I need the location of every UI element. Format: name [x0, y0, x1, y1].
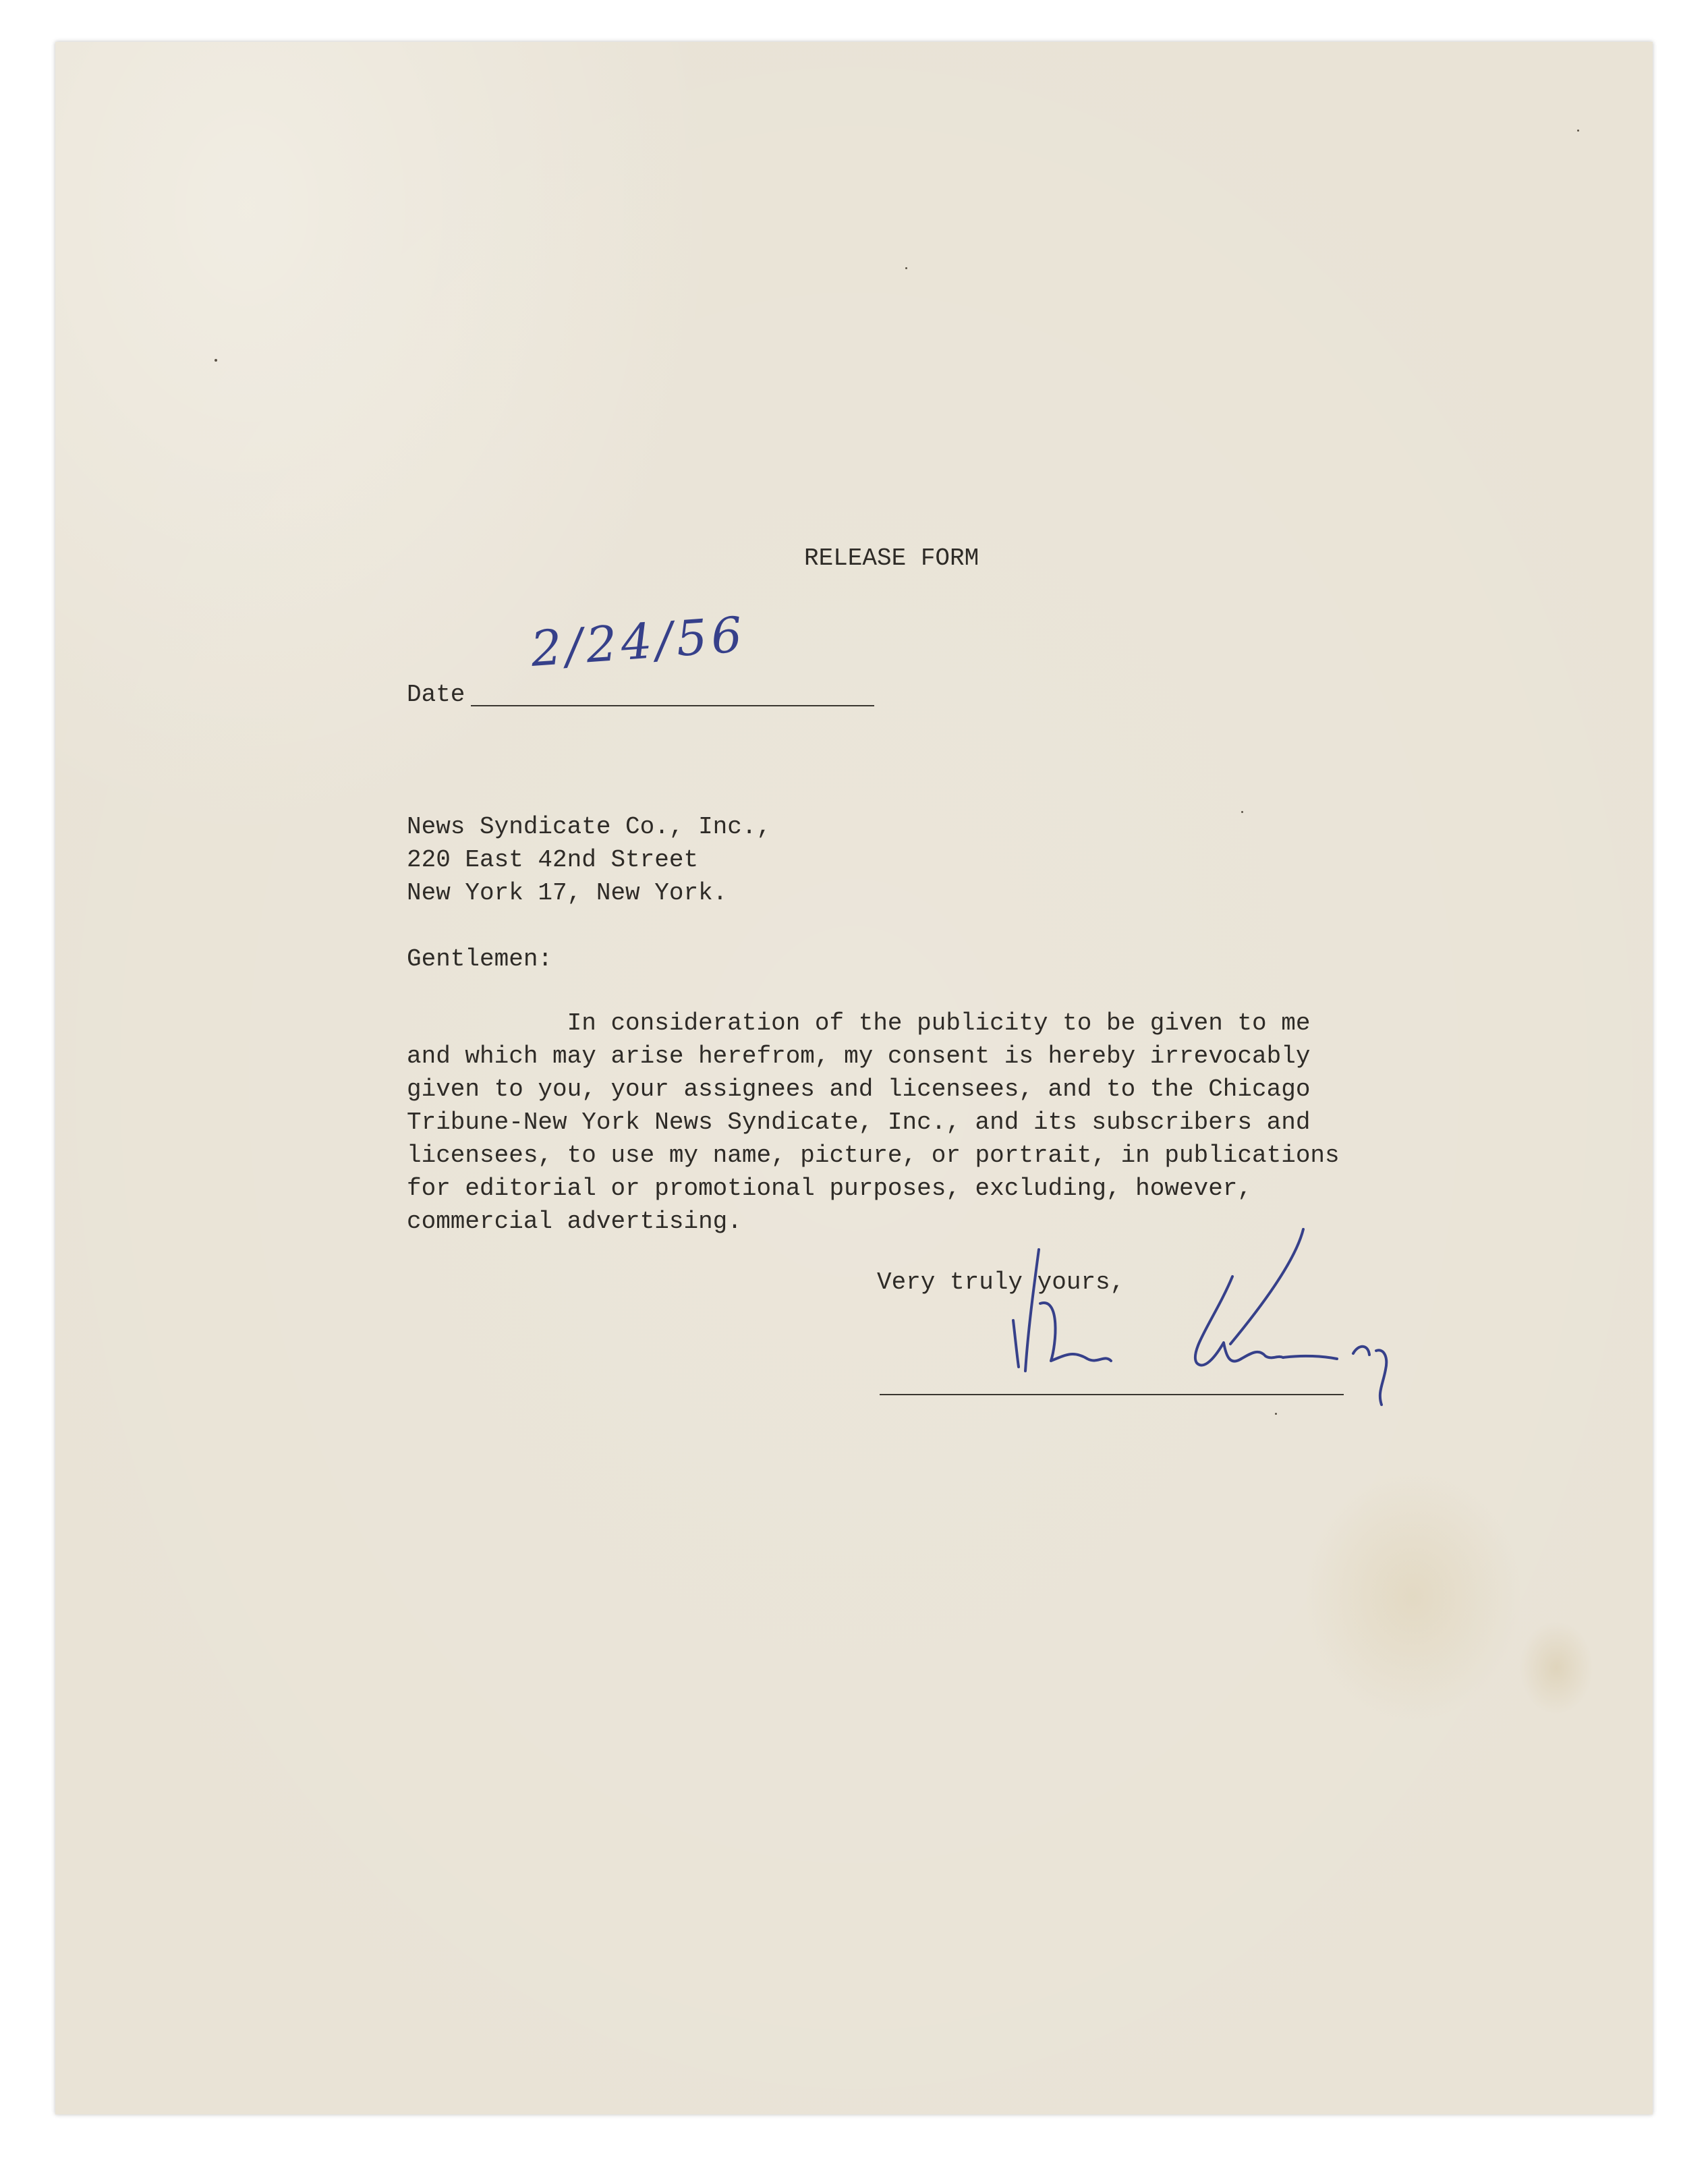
paper-speck: [905, 267, 907, 269]
salutation: Gentlemen:: [407, 945, 553, 973]
address-line-3: New York 17, New York.: [407, 879, 728, 907]
address-line-1: News Syndicate Co., Inc.,: [407, 813, 772, 841]
handwritten-signature: [986, 1216, 1431, 1432]
date-label: Date: [407, 681, 465, 708]
handwritten-date: 2/24/56: [529, 605, 748, 677]
document-page: [55, 42, 1653, 2114]
closing: Very truly yours,: [877, 1268, 1125, 1296]
paper-speck: [1577, 130, 1579, 132]
paper-stain: [1519, 1621, 1593, 1715]
address-line-2: 220 East 42nd Street: [407, 846, 699, 874]
paper-speck: [1275, 1413, 1277, 1415]
paper-speck: [1241, 811, 1243, 813]
paper-speck: [215, 359, 217, 362]
document-title: RELEASE FORM: [804, 544, 979, 572]
release-body-paragraph: In consideration of the publicity to be given to me and which may arise herefrom, my consent is hereby irrevocably given to you, your assignees and licensees, and to the Chicago Tribune-New York News Syndicate, Inc., and its subscribers and licensees, to use my name, picture, or portrait, in publications for editorial or promotional purposes, excluding, however, commercial advertising.: [407, 1009, 1340, 1235]
date-underline: [471, 705, 874, 706]
